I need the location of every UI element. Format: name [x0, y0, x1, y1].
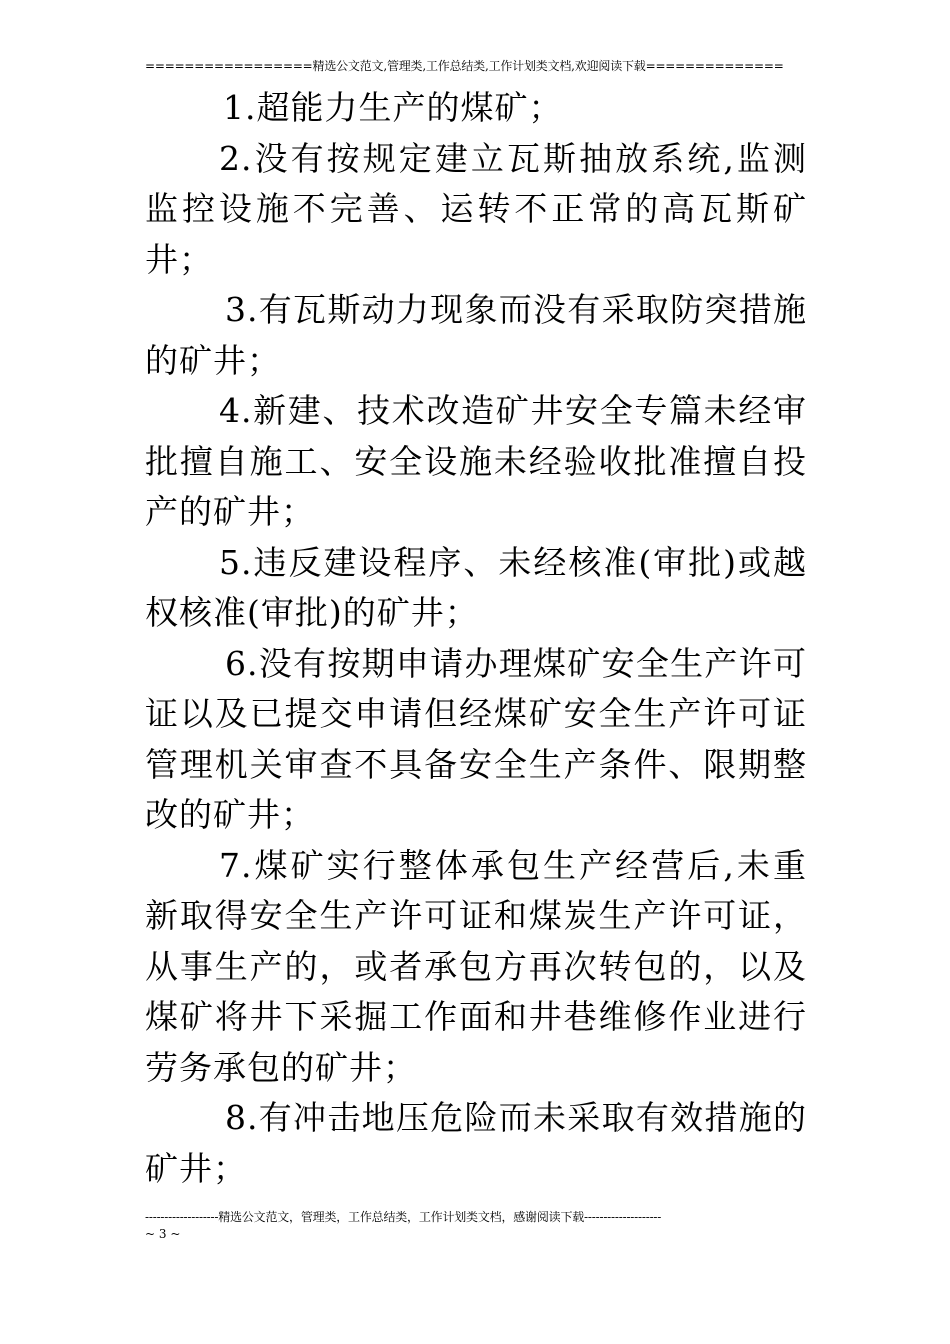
list-item-8: 8.有冲击地压危险而未采取有效措施的矿井； [145, 1098, 807, 1188]
page-header: =================精选公文范文,管理类,工作总结类,工作计划类文档,欢迎阅读下载============== [145, 59, 784, 73]
list-item-7: 7.煤矿实行整体承包生产经营后,未重新取得安全生产许可证和煤炭生产许可证，从事生产的，或者承包方再次转包的，以及煤矿将井下采掘工作面和井巷维修作业进行劳务承包的矿井； [145, 845, 807, 1087]
list-item-3: 3.有瓦斯动力现象而没有采取防突措施的矿井； [145, 290, 807, 380]
page-footer: -------------------精选公文范文，管理类，工作总结类，工作计划类文档，感谢阅读下载-------------------- [145, 1210, 662, 1224]
list-item-6: 6.没有按期申请办理煤矿安全生产许可证以及已提交申请但经煤矿安全生产许可证管理机关审查不具备安全生产条件、限期整改的矿井； [145, 643, 807, 834]
page-number: ~ 3 ~ [145, 1227, 181, 1241]
list-item-2: 2.没有按规定建立瓦斯抽放系统,监测监控设施不完善、运转不正常的高瓦斯矿井； [145, 138, 807, 279]
list-item-1: 1.超能力生产的煤矿； [223, 88, 563, 127]
list-item-4: 4.新建、技术改造矿井安全专篇未经审批擅自施工、安全设施未经验收批准擅自投产的矿井； [145, 391, 807, 531]
document-body [145, 83, 807, 1194]
list-item-5: 5.违反建设程序、未经核准(审批)或越权核准(审批)的矿井； [145, 542, 807, 632]
